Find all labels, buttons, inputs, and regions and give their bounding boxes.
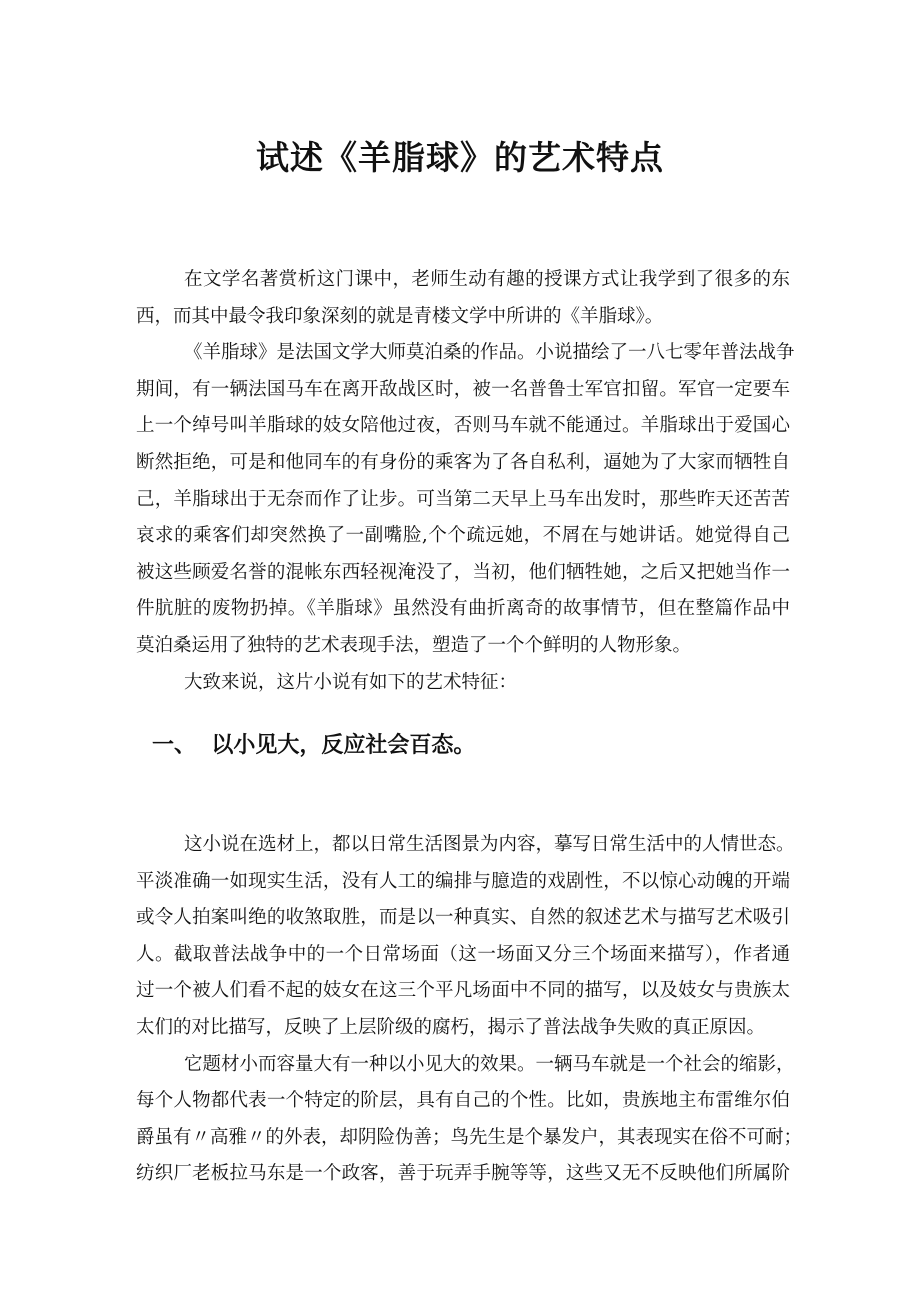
text-line: 每个人物都代表一个特定的阶层，具有自己的个性。比如，贵族地主布雷维尔伯	[136, 1090, 790, 1112]
paragraph	[136, 262, 790, 335]
text-line: 《羊脂球》是法国文学大师莫泊桑的作品。小说描绘了一八七零年普法战争	[184, 342, 795, 364]
intro-section	[136, 262, 795, 701]
text-line: 过一个被人们看不起的妓女在这三个平凡场面中不同的描写，以及妓女与贵族太	[136, 980, 790, 1002]
text-line: 大致来说，这片小说有如下的艺术特征：	[184, 671, 518, 693]
text-line: 西，而其中最令我印象深刻的就是青楼文学中所讲的《羊脂球》。	[136, 305, 664, 327]
text-line: 哀求的乘客们却突然换了一副嘴脸,个个疏远她，不屑在与她讲话。她觉得自己	[136, 525, 790, 547]
text-line: 期间，有一辆法国马车在离开敌战区时，被一名普鲁士军官扣留。军官一定要车	[136, 378, 790, 400]
text-line: 被这些顾爱名誉的混帐东西轻视淹没了，当初，他们牺牲她，之后又把她当作一	[136, 561, 790, 583]
paragraph	[136, 827, 795, 1047]
text-line: 它题材小而容量大有一种以小见大的效果。一辆马车就是一个社会的缩影，	[184, 1053, 795, 1075]
text-line: 爵虽有〃高雅〃的外表，却阴险伪善；鸟先生是个暴发户，其表现实在俗不可耐；	[136, 1126, 803, 1148]
text-line: 在文学名著赏析这门课中，老师生动有趣的授课方式让我学到了很多的东	[184, 269, 790, 290]
paragraph	[136, 665, 790, 702]
document-title: 试述《羊脂球》的艺术特点	[256, 138, 664, 177]
text-line: 平淡准确一如现实生活，没有人工的编排与臆造的戏剧性，不以惊心动魄的开端	[136, 870, 790, 892]
text-line: 莫泊桑运用了独特的艺术表现手法，塑造了一个个鲜明的人物形象。	[136, 634, 692, 656]
text-line: 上一个绰号叫羊脂球的妓女陪他过夜，否则马车就不能通过。羊脂球出于爱国心	[136, 415, 790, 437]
text-line: 件肮脏的废物扔掉。《羊脂球》虽然没有曲折离奇的故事情节，但在整篇作品中	[136, 598, 790, 620]
section-heading: 一、 以小见大，反应社会百态。	[152, 733, 476, 758]
text-line: 纺织厂老板拉马东是一个政客，善于玩弄手腕等等，这些又无不反映他们所属阶	[136, 1163, 790, 1185]
text-line: 太们的对比描写，反映了上层阶级的腐朽，揭示了普法战争失败的真正原因。	[136, 1016, 766, 1038]
paragraph	[136, 1047, 803, 1193]
section-one-body	[136, 827, 803, 1193]
paragraph	[136, 335, 795, 664]
text-line: 人。截取普法战争中的一个日常场面（这一场面又分三个场面来描写），作者通	[136, 943, 790, 965]
text-line: 己，羊脂球出于无奈而作了让步。可当第二天早上马车出发时，那些昨天还苦苦	[136, 488, 790, 510]
text-line: 断然拒绝，可是和他同车的有身份的乘客为了各自私利，逼她为了大家而牺牲自	[136, 451, 790, 473]
text-line: 这小说在选材上，都以日常生活图景为内容，摹写日常生活中的人情世态。	[184, 834, 795, 855]
text-line: 或令人拍案叫绝的收煞取胜，而是以一种真实、自然的叙述艺术与描写艺术吸引	[136, 907, 790, 929]
